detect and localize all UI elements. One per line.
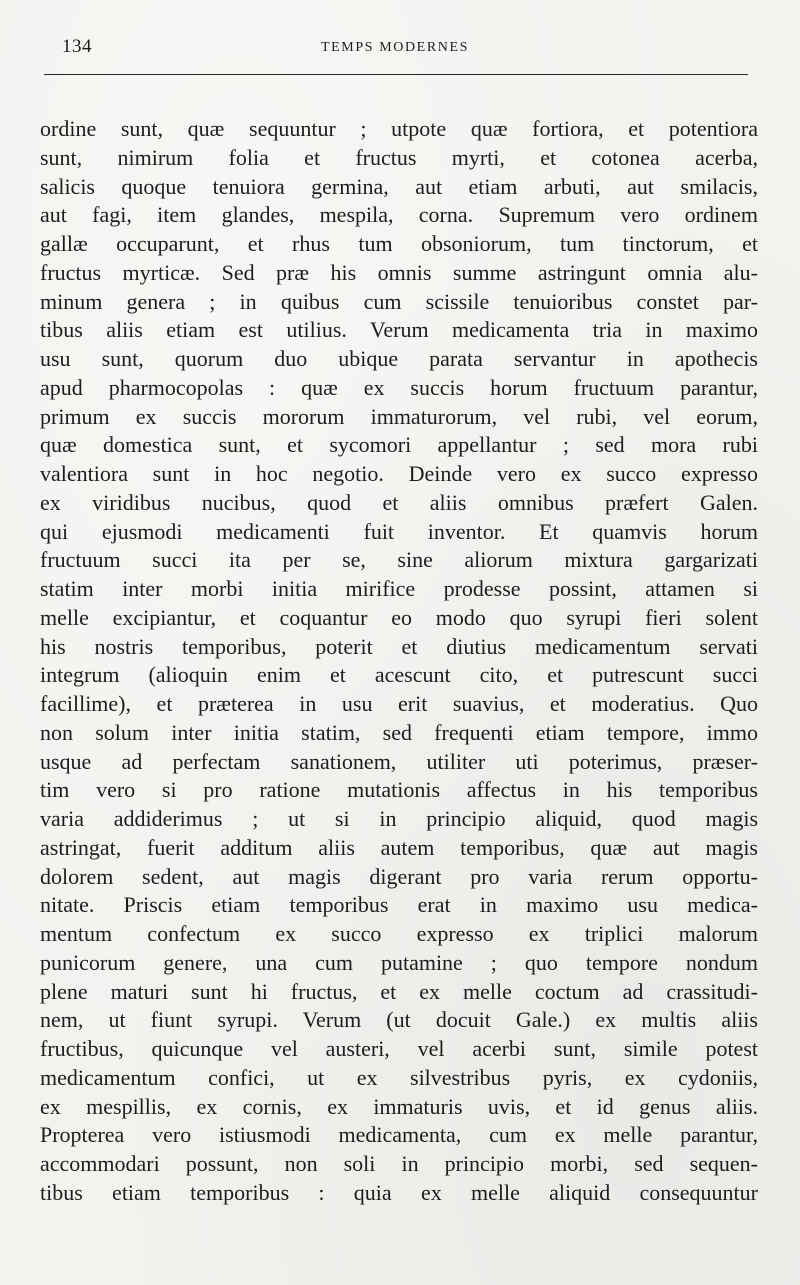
text-line: ordine sunt, quæ sequuntur ; utpote quæ fortiora, et potentiora (40, 116, 758, 141)
text-line: accommodari possunt, non soli in principio morbi, sed sequen- (40, 1151, 758, 1176)
text-line: quæ domestica sunt, et sycomori appellantur ; sed mora rubi (40, 432, 758, 458)
text-line: his nostris temporibus, poterit et diutius medicamentum servati (40, 633, 758, 659)
text-line: medicamentum confici, ut ex silvestribus pyris, ex cydoniis, (40, 1064, 758, 1090)
running-title: TEMPS MODERNES (320, 40, 470, 55)
text-line: valentiora sunt in hoc negotio. Deinde vero ex succo expresso (40, 461, 758, 486)
text-line: nitate. Priscis etiam temporibus erat in maximo usu medica- (40, 892, 758, 918)
text-line: primum ex succis mororum immaturorum, vel rubi, vel eorum, (40, 403, 758, 429)
text-line: sunt, nimirum folia et fructus myrti, et cotonea acerba, (40, 144, 758, 170)
text-line: usu sunt, quorum duo ubique parata servantur in apothecis (40, 346, 758, 371)
text-line: integrum (alioquin enim et acescunt cito, et putrescunt succi (40, 662, 758, 688)
text-line: tibus etiam temporibus : quia ex melle aliquid consequuntur (40, 1179, 758, 1205)
text-line: aut fagi, item glandes, mespila, corna. Supremum vero ordinem (40, 202, 758, 228)
text-line: non solum inter initia statim, sed frequenti etiam tempore, immo (40, 719, 758, 745)
text-line: fructuum succi ita per se, sine aliorum mixtura gargarizati (40, 547, 758, 573)
page-number: 134 (62, 36, 92, 57)
text-line: ex mespillis, ex cornis, ex immaturis uvis, et id genus aliis. (40, 1093, 758, 1119)
text-line: nem, ut fiunt syrupi. Verum (ut docuit Gale.) ex multis aliis (40, 1007, 758, 1033)
text-line: fructibus, quicunque vel austeri, vel acerbi sunt, simile potest (40, 1036, 758, 1061)
text-line: apud pharmocopolas : quæ ex succis horum fructuum parantur, (40, 374, 758, 400)
page-header (42, 30, 748, 66)
body-text (40, 115, 758, 1208)
text-line: fructus myrticæ. Sed præ his omnis summe astringunt omnia alu- (40, 259, 758, 285)
text-line: mentum confectum ex succo expresso ex triplici malorum (40, 921, 758, 946)
text-line: dolorem sedent, aut magis digerant pro varia rerum opportu- (40, 863, 758, 889)
text-line: Propterea vero istiusmodi medicamenta, cum ex melle parantur, (40, 1122, 758, 1148)
text-line: minum genera ; in quibus cum scissile tenuioribus constet par- (40, 288, 758, 314)
text-line: salicis quoque tenuiora germina, aut etiam arbuti, aut smilacis, (40, 173, 758, 199)
text-line: statim inter morbi initia mirifice prodesse possint, attamen si (40, 576, 758, 601)
text-line: gallæ occuparunt, et rhus tum obsoniorum, tum tinctorum, et (40, 231, 758, 256)
text-line: astringat, fuerit additum aliis autem temporibus, quæ aut magis (40, 834, 758, 860)
text-line: varia addiderimus ; ut si in principio aliquid, quod magis (40, 806, 758, 831)
text-line: tibus aliis etiam est utilius. Verum medicamenta tria in maximo (40, 317, 758, 343)
text-line: facillime), et præterea in usu erit suavius, et moderatius. Quo (40, 691, 758, 716)
text-line: punicorum genere, una cum putamine ; quo tempore nondum (40, 949, 758, 975)
text-line: melle excipiantur, et coquantur eo modo quo syrupi fieri solent (40, 604, 758, 630)
text-line: usque ad perfectam sanationem, utiliter uti poterimus, præser- (40, 748, 758, 774)
text-line: tim vero si pro ratione mutationis affectus in his temporibus (40, 777, 758, 803)
header-rule (44, 74, 748, 75)
text-line: plene maturi sunt hi fructus, et ex melle coctum ad crassitudi- (40, 978, 758, 1004)
text-line: qui ejusmodi medicamenti fuit inventor. Et quamvis horum (40, 518, 758, 544)
text-line: ex viridibus nucibus, quod et aliis omnibus præfert Galen. (40, 489, 758, 515)
